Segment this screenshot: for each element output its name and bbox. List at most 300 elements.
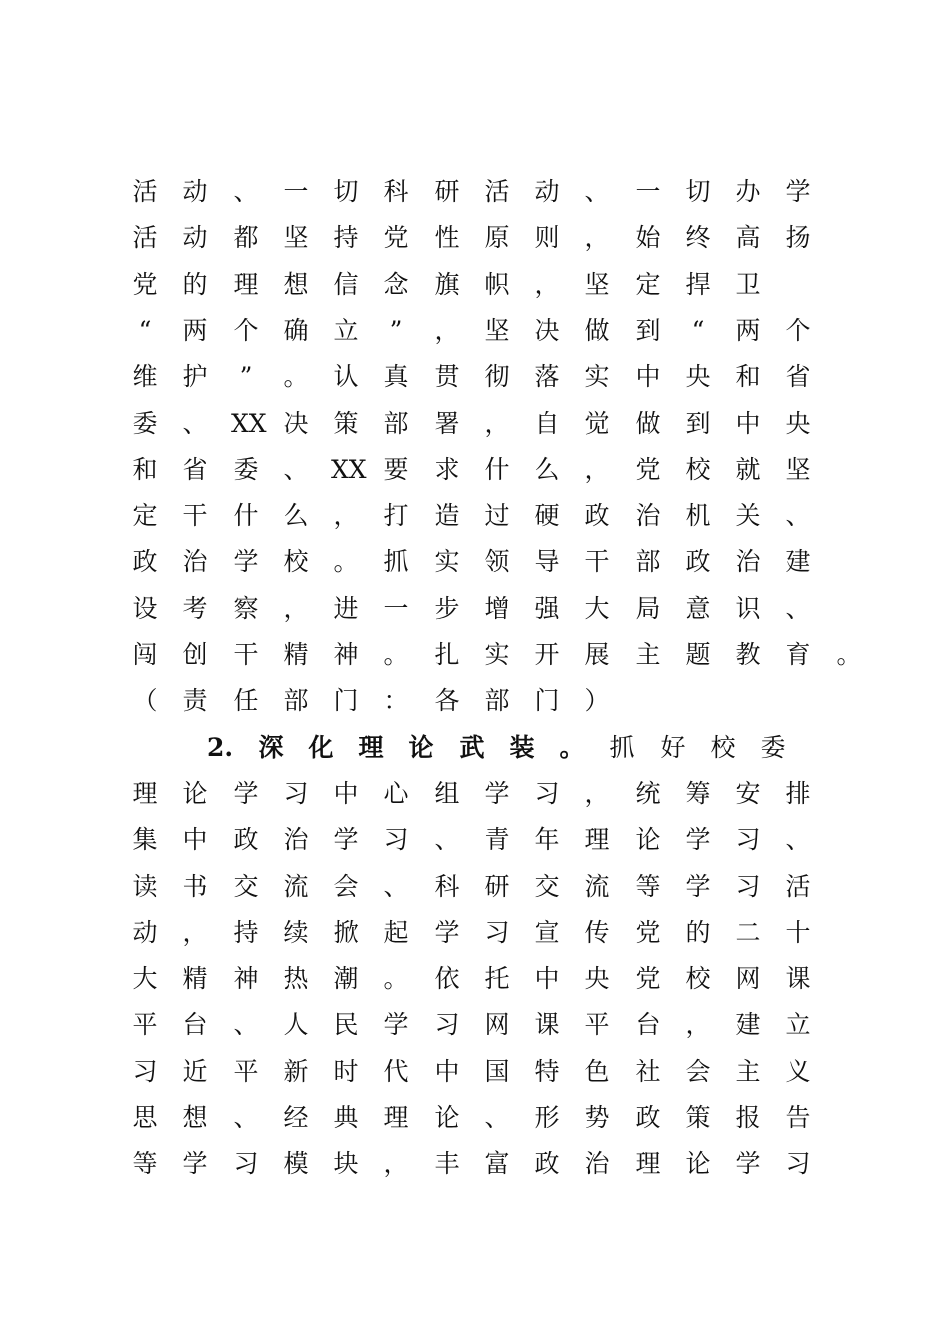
text-char: 好 <box>660 733 686 762</box>
text-char: 么 <box>534 455 560 484</box>
text-char: 政 <box>132 547 158 576</box>
text-char: 统 <box>635 779 661 808</box>
text-char: ， <box>283 594 309 623</box>
text-char: 政 <box>584 501 610 530</box>
text-char: 科 <box>434 872 460 901</box>
text-char: 委 <box>132 409 158 438</box>
text-char: 求 <box>434 455 460 484</box>
text-char: 典 <box>333 1103 359 1132</box>
text-line <box>0 1144 950 1184</box>
text-char: 习 <box>132 1057 158 1086</box>
text-char: 什 <box>484 455 510 484</box>
text-char: 武 <box>459 733 485 762</box>
text-char: 什 <box>233 501 259 530</box>
text-char: 平 <box>132 1010 158 1039</box>
text-char: 委 <box>233 455 259 484</box>
text-char: 中 <box>182 825 208 854</box>
text-char: 高 <box>735 223 761 252</box>
text-char: ” <box>239 362 253 391</box>
text-char: 神 <box>233 964 259 993</box>
text-char: ： <box>383 686 409 715</box>
text-char: 流 <box>283 872 309 901</box>
text-char: 富 <box>484 1149 510 1178</box>
text-char: 一 <box>283 177 309 206</box>
text-char: 读 <box>132 872 158 901</box>
text-char: 认 <box>333 362 359 391</box>
text-char: 思 <box>132 1103 158 1132</box>
text-char: 学 <box>685 872 711 901</box>
text-char: 、 <box>785 501 811 530</box>
text-char: 实 <box>484 640 510 669</box>
text-char: 署 <box>434 409 460 438</box>
text-char: 交 <box>534 872 560 901</box>
text-char: 学 <box>484 779 510 808</box>
text-char: 。 <box>383 964 409 993</box>
text-char: 信 <box>333 270 359 299</box>
text-char: ， <box>584 223 610 252</box>
text-char: 实 <box>434 547 460 576</box>
text-char: ， <box>182 918 208 947</box>
text-char: 持 <box>233 918 259 947</box>
text-char: 学 <box>735 1149 761 1178</box>
text-char: 学 <box>785 177 811 206</box>
text-char: 立 <box>333 316 359 345</box>
text-line <box>0 820 950 860</box>
text-char: 论 <box>434 1103 460 1132</box>
text-char: 彻 <box>484 362 510 391</box>
text-char: 告 <box>785 1103 811 1132</box>
text-char: 开 <box>534 640 560 669</box>
text-char: 委 <box>760 733 786 762</box>
text-char: 干 <box>182 501 208 530</box>
text-char: 的 <box>685 918 711 947</box>
text-char: 主 <box>635 640 661 669</box>
text-char: ， <box>383 1149 409 1178</box>
text-char: 省 <box>785 362 811 391</box>
text-char: 落 <box>534 362 560 391</box>
text-char: 校 <box>710 733 736 762</box>
text-char: 理 <box>383 1103 409 1132</box>
text-char: 义 <box>785 1057 811 1086</box>
text-char: 央 <box>584 964 610 993</box>
text-char: 课 <box>785 964 811 993</box>
text-char: 潮 <box>333 964 359 993</box>
text-char: 习 <box>785 1149 811 1178</box>
text-char: 央 <box>685 362 711 391</box>
text-char: 、 <box>785 594 811 623</box>
text-char: 会 <box>333 872 359 901</box>
text-line <box>0 496 950 536</box>
text-char: 大 <box>132 964 158 993</box>
text-char: 色 <box>584 1057 610 1086</box>
text-char: 主 <box>735 1057 761 1086</box>
text-char: ， <box>434 316 460 345</box>
text-char: 、 <box>283 455 309 484</box>
text-char: 十 <box>785 918 811 947</box>
text-char: 维 <box>132 362 158 391</box>
text-char: 、 <box>434 825 460 854</box>
text-char: 网 <box>735 964 761 993</box>
text-char: 切 <box>333 177 359 206</box>
text-char: ， <box>685 1010 711 1039</box>
text-char: 论 <box>182 779 208 808</box>
text-char: 等 <box>635 872 661 901</box>
text-char: 宣 <box>534 918 560 947</box>
text-char: 治 <box>635 501 661 530</box>
text-char: 研 <box>484 872 510 901</box>
text-char: 到 <box>635 316 661 345</box>
text-char: 干 <box>584 547 610 576</box>
text-char: 科 <box>383 177 409 206</box>
text-char: 建 <box>785 547 811 576</box>
text-char: 进 <box>333 594 359 623</box>
text-char: 到 <box>685 409 711 438</box>
text-char: XX <box>231 409 267 438</box>
text-char: 闯 <box>132 640 158 669</box>
text-char: XX <box>331 455 367 484</box>
text-char: 策 <box>685 1103 711 1132</box>
text-char: ， <box>584 455 610 484</box>
text-char: 打 <box>383 501 409 530</box>
text-char: 精 <box>182 964 208 993</box>
text-line <box>0 728 950 768</box>
text-char: 一 <box>635 177 661 206</box>
text-line <box>0 867 950 907</box>
text-char: 题 <box>685 640 711 669</box>
text-char: 央 <box>785 409 811 438</box>
text-char: 习 <box>383 825 409 854</box>
text-char: “ <box>691 316 705 345</box>
text-char: 大 <box>584 594 610 623</box>
text-char: 。 <box>283 362 309 391</box>
text-char: 。 <box>383 640 409 669</box>
text-char: ， <box>534 270 560 299</box>
text-char: 网 <box>484 1010 510 1039</box>
text-char: 增 <box>484 594 510 623</box>
text-char: 活 <box>484 177 510 206</box>
text-char: 会 <box>685 1057 711 1086</box>
text-line <box>0 1098 950 1138</box>
text-char: 抓 <box>609 733 635 762</box>
text-char: 治 <box>283 825 309 854</box>
text-char: 流 <box>584 872 610 901</box>
text-char: 动 <box>182 223 208 252</box>
text-char: 责 <box>182 686 208 715</box>
text-char: 么 <box>283 501 309 530</box>
text-char: 两 <box>182 316 208 345</box>
text-char: 中 <box>434 1057 460 1086</box>
text-char: 习 <box>233 1149 259 1178</box>
text-char: （ <box>132 686 158 715</box>
text-char: 机 <box>685 501 711 530</box>
text-char: 神 <box>333 640 359 669</box>
text-char: 丰 <box>434 1149 460 1178</box>
text-char: 理 <box>358 733 384 762</box>
text-char: 、 <box>785 825 811 854</box>
text-char: 台 <box>182 1010 208 1039</box>
text-line <box>0 218 950 258</box>
text-char: 学 <box>182 1149 208 1178</box>
text-char: 门 <box>333 686 359 715</box>
text-char: 、 <box>484 1103 510 1132</box>
text-char: ， <box>333 501 359 530</box>
text-char: 要 <box>383 455 409 484</box>
text-char: 切 <box>685 177 711 206</box>
text-char: 部 <box>283 686 309 715</box>
text-char: 识 <box>735 594 761 623</box>
text-char: 实 <box>584 362 610 391</box>
text-char: 块 <box>333 1149 359 1178</box>
text-char: 部 <box>484 686 510 715</box>
text-char: 性 <box>434 223 460 252</box>
text-char: 察 <box>233 594 259 623</box>
text-char: 排 <box>785 779 811 808</box>
text-char: 、 <box>182 409 208 438</box>
text-char: 活 <box>785 872 811 901</box>
text-char: 党 <box>132 270 158 299</box>
text-char: 中 <box>333 779 359 808</box>
text-char: 、 <box>383 872 409 901</box>
text-line <box>0 265 950 305</box>
text-char: 平 <box>584 1010 610 1039</box>
text-char: 经 <box>283 1103 309 1132</box>
text-char: 近 <box>182 1057 208 1086</box>
text-char: 政 <box>635 1103 661 1132</box>
text-char: 捍 <box>685 270 711 299</box>
text-char: 做 <box>584 316 610 345</box>
text-char: 习 <box>484 918 510 947</box>
text-char: 、 <box>233 177 259 206</box>
text-char: ” <box>389 316 403 345</box>
text-char: 时 <box>333 1057 359 1086</box>
text-line <box>0 357 950 397</box>
text-line <box>0 450 950 490</box>
text-char: 学 <box>434 918 460 947</box>
text-char: 2. <box>206 733 234 762</box>
text-char: 坚 <box>283 223 309 252</box>
text-char: 就 <box>735 455 761 484</box>
text-char: 心 <box>383 779 409 808</box>
text-char: 和 <box>132 455 158 484</box>
text-char: 领 <box>484 547 510 576</box>
text-char: 想 <box>182 1103 208 1132</box>
text-char: 护 <box>182 362 208 391</box>
text-char: 扬 <box>785 223 811 252</box>
text-char: 一 <box>383 594 409 623</box>
text-char: 习 <box>534 779 560 808</box>
text-char: 扎 <box>434 640 460 669</box>
text-char: 理 <box>233 270 259 299</box>
text-char: “ <box>138 316 152 345</box>
text-char: 动 <box>534 177 560 206</box>
text-char: 深 <box>258 733 284 762</box>
text-char: 筹 <box>685 779 711 808</box>
text-char: 个 <box>785 316 811 345</box>
text-char: 和 <box>735 362 761 391</box>
text-char: 关 <box>735 501 761 530</box>
text-char: 政 <box>534 1149 560 1178</box>
text-char: 习 <box>434 1010 460 1039</box>
text-char: ） <box>584 686 610 715</box>
text-line <box>0 542 950 582</box>
text-char: 过 <box>484 501 510 530</box>
text-char: 台 <box>635 1010 661 1039</box>
text-char: 依 <box>434 964 460 993</box>
text-char: 治 <box>584 1149 610 1178</box>
text-char: 策 <box>333 409 359 438</box>
text-char: 展 <box>584 640 610 669</box>
text-char: 学 <box>383 1010 409 1039</box>
text-char: 论 <box>408 733 434 762</box>
text-char: 决 <box>283 409 309 438</box>
text-char: 报 <box>735 1103 761 1132</box>
text-char: 任 <box>233 686 259 715</box>
text-char: 学 <box>233 547 259 576</box>
text-char: 、 <box>233 1103 259 1132</box>
text-char: 造 <box>434 501 460 530</box>
text-char: 。 <box>333 547 359 576</box>
text-char: 托 <box>484 964 510 993</box>
text-char: 课 <box>534 1010 560 1039</box>
text-line <box>0 589 950 629</box>
text-char: 意 <box>685 594 711 623</box>
text-char: 人 <box>283 1010 309 1039</box>
text-char: 党 <box>635 918 661 947</box>
text-char: 装 <box>509 733 535 762</box>
text-char: 势 <box>584 1103 610 1132</box>
text-char: 政 <box>233 825 259 854</box>
text-char: 理 <box>635 1149 661 1178</box>
text-char: 研 <box>434 177 460 206</box>
text-char: 、 <box>233 1010 259 1039</box>
text-char: 个 <box>233 316 259 345</box>
text-char: 传 <box>584 918 610 947</box>
text-char: 门 <box>534 686 560 715</box>
text-char: 动 <box>132 918 158 947</box>
text-char: 特 <box>534 1057 560 1086</box>
text-char: 学 <box>233 779 259 808</box>
text-char: 安 <box>735 779 761 808</box>
text-char: 设 <box>132 594 158 623</box>
text-char: 掀 <box>333 918 359 947</box>
text-char: 学 <box>333 825 359 854</box>
text-char: 想 <box>283 270 309 299</box>
text-char: 论 <box>635 825 661 854</box>
text-char: 化 <box>308 733 334 762</box>
text-char: 治 <box>735 547 761 576</box>
text-char: 校 <box>283 547 309 576</box>
text-char: 平 <box>233 1057 259 1086</box>
text-char: 社 <box>635 1057 661 1086</box>
text-char: 活 <box>132 177 158 206</box>
text-char: 原 <box>484 223 510 252</box>
text-char: 书 <box>182 872 208 901</box>
text-char: 校 <box>685 455 711 484</box>
text-char: 坚 <box>785 455 811 484</box>
text-char: 形 <box>534 1103 560 1132</box>
text-char: 强 <box>534 594 560 623</box>
text-char: 集 <box>132 825 158 854</box>
text-char: 党 <box>635 964 661 993</box>
text-char: 确 <box>283 316 309 345</box>
text-char: 。 <box>559 733 585 762</box>
text-char: 理 <box>584 825 610 854</box>
text-char: 。 <box>836 640 862 669</box>
text-char: 部 <box>383 409 409 438</box>
text-char: 论 <box>685 1149 711 1178</box>
text-char: 习 <box>735 872 761 901</box>
text-line <box>0 681 950 721</box>
text-char: 习 <box>735 825 761 854</box>
text-char: 局 <box>635 594 661 623</box>
text-char: 建 <box>735 1010 761 1039</box>
text-char: 干 <box>233 640 259 669</box>
text-char: 考 <box>182 594 208 623</box>
text-char: 终 <box>685 223 711 252</box>
text-char: 做 <box>635 409 661 438</box>
text-line <box>0 913 950 953</box>
text-char: 坚 <box>484 316 510 345</box>
text-char: 交 <box>233 872 259 901</box>
text-line <box>0 774 950 814</box>
text-char: 育 <box>785 640 811 669</box>
text-char: 导 <box>534 547 560 576</box>
text-char: 国 <box>484 1057 510 1086</box>
text-char: 新 <box>283 1057 309 1086</box>
text-char: 精 <box>283 640 309 669</box>
text-line <box>0 1052 950 1092</box>
text-line <box>0 404 950 444</box>
text-char: 续 <box>283 918 309 947</box>
text-char: 办 <box>735 177 761 206</box>
text-char: 中 <box>735 409 761 438</box>
text-line <box>0 311 950 351</box>
text-char: 理 <box>132 779 158 808</box>
text-char: 步 <box>434 594 460 623</box>
text-char: 习 <box>283 779 309 808</box>
text-char: 民 <box>333 1010 359 1039</box>
text-char: 自 <box>534 409 560 438</box>
text-char: 硬 <box>534 501 560 530</box>
text-char: 二 <box>735 918 761 947</box>
text-char: 两 <box>735 316 761 345</box>
text-char: ， <box>584 779 610 808</box>
text-char: 都 <box>233 223 259 252</box>
text-char: 模 <box>283 1149 309 1178</box>
text-char: 代 <box>383 1057 409 1086</box>
text-char: 活 <box>132 223 158 252</box>
text-char: 、 <box>584 177 610 206</box>
text-char: 年 <box>534 825 560 854</box>
text-char: 始 <box>635 223 661 252</box>
text-char: 定 <box>132 501 158 530</box>
text-char: 定 <box>635 270 661 299</box>
text-char: 青 <box>484 825 510 854</box>
text-char: 党 <box>383 223 409 252</box>
text-char: 贯 <box>434 362 460 391</box>
text-char: 持 <box>333 223 359 252</box>
text-line <box>0 172 950 212</box>
text-char: 热 <box>283 964 309 993</box>
text-line <box>0 635 950 675</box>
text-char: 帜 <box>484 270 510 299</box>
text-char: 各 <box>434 686 460 715</box>
text-char: 起 <box>383 918 409 947</box>
text-char: 的 <box>182 270 208 299</box>
text-char: 政 <box>685 547 711 576</box>
text-char: 组 <box>434 779 460 808</box>
text-char: 中 <box>534 964 560 993</box>
